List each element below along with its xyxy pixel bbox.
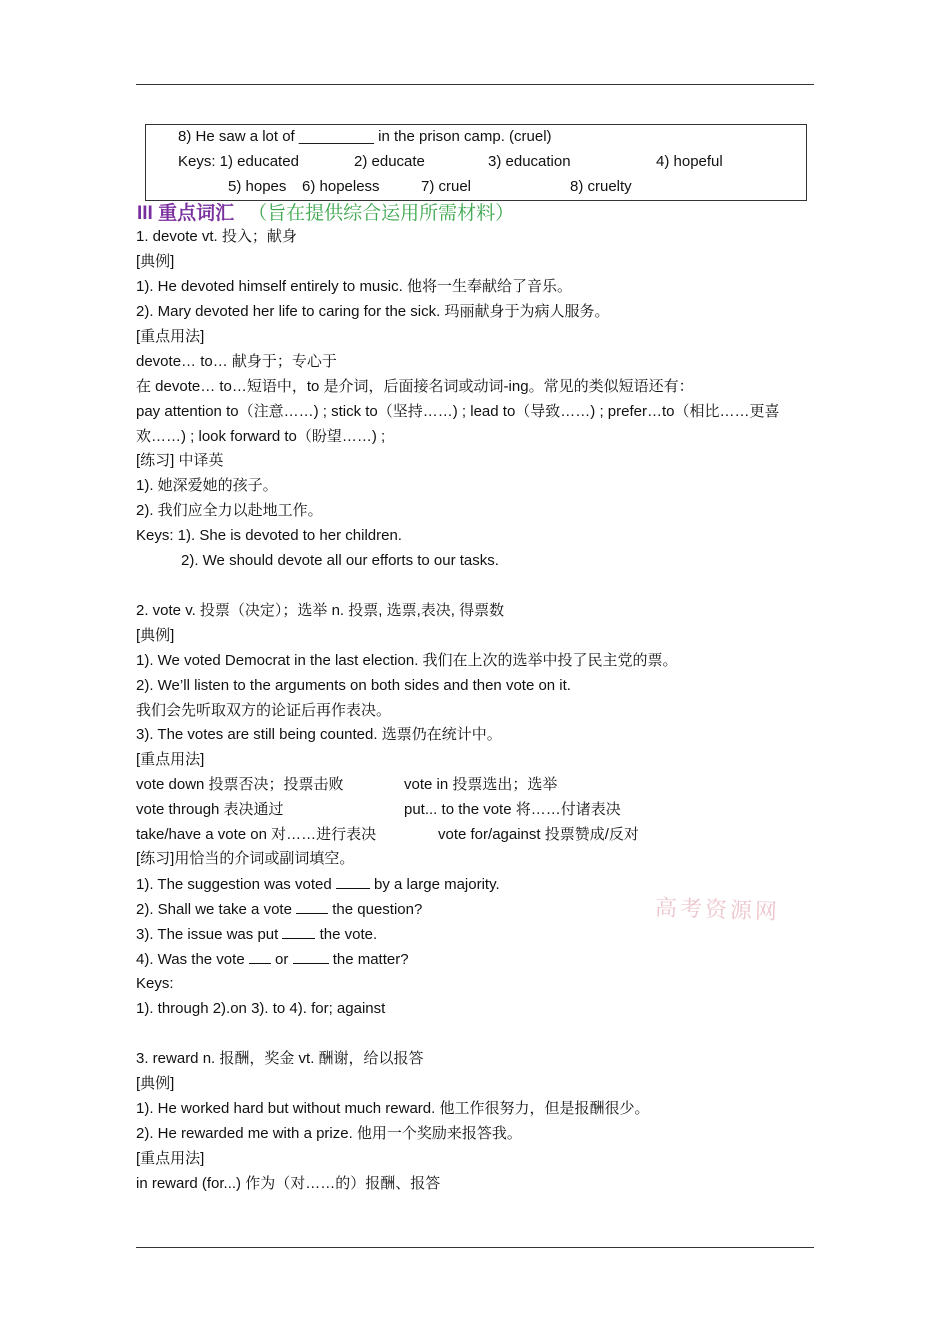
key-8: 8) cruelty — [570, 178, 632, 195]
answer-blank — [293, 950, 329, 964]
vote-question-2-text: 2). Shall we take a vote — [136, 901, 292, 918]
section-title: III 重点词汇 — [137, 203, 235, 224]
section-subtitle: （旨在提供综合运用所需材料） — [248, 203, 515, 224]
vote-question-1 — [136, 875, 500, 894]
vote-example-1: 1). We voted Democrat in the last election. 我们在上次的选举中投了民主党的票。 — [136, 652, 678, 669]
key-4: 4) hopeful — [656, 153, 723, 170]
watermark: 高考资源网 — [654, 895, 781, 926]
reward-usage-label: [重点用法] — [136, 1150, 205, 1167]
section-heading — [137, 202, 514, 226]
devote-examples-label: [典例] — [136, 253, 175, 270]
vote-usage-1b: vote in 投票选出；选举 — [404, 776, 558, 793]
vote-question-1-text: 1). The suggestion was voted — [136, 876, 332, 893]
vote-practice-label: [练习]用恰当的介词或副词填空。 — [136, 850, 355, 867]
vote-usage-label: [重点用法] — [136, 751, 205, 768]
devote-usage-2: 在 devote… to…短语中，to 是介词，后面接名词或动词-ing。常见的类似短语还有： — [136, 378, 694, 395]
header-rule — [136, 84, 814, 85]
devote-practice-1: 1). 她深爱她的孩子。 — [136, 477, 278, 494]
vote-keys-label: Keys: — [136, 975, 174, 992]
vote-question-3-text: 3). The issue was put — [136, 926, 279, 943]
vote-question-2 — [136, 900, 422, 919]
reward-example-1: 1). He worked hard but without much reward. 他工作很努力，但是报酬很少。 — [136, 1100, 650, 1117]
vote-question-4-end: the matter? — [332, 951, 409, 968]
devote-example-2: 2). Mary devoted her life to caring for the sick. 玛丽献身于为病人服务。 — [136, 303, 610, 320]
key-5: 5) hopes — [228, 178, 287, 195]
vote-example-2-cn: 我们会先听取双方的论证后再作表决。 — [136, 702, 392, 719]
vote-examples-label: [典例] — [136, 627, 175, 644]
vote-question-4-or: or — [275, 951, 289, 968]
vote-question-2-end: the question? — [332, 901, 423, 918]
devote-example-1: 1). He devoted himself entirely to music. 他将一生奉献给了音乐。 — [136, 278, 572, 295]
devote-keys-2: 2). We should devote all our efforts to our tasks. — [181, 552, 499, 569]
answer-blank — [282, 925, 315, 939]
answer-blank — [296, 900, 328, 914]
devote-keys-1: Keys: 1). She is devoted to her children. — [136, 527, 402, 544]
devote-usage-4: 欢……) ; look forward to（盼望……) ; — [136, 428, 386, 445]
vote-usage-3a: take/have a vote on 对……进行表决 — [136, 826, 377, 843]
vote-usage-3b: vote for/against 投票赞成/反对 — [438, 826, 639, 843]
footer-rule — [136, 1247, 814, 1248]
devote-usage-3: pay attention to（注意……) ; stick to（坚持……) ; lead to（导致……) ; prefer…to（相比……更喜 — [136, 403, 780, 420]
vote-usage-1a: vote down 投票否决；投票击败 — [136, 776, 344, 793]
vote-example-2: 2). We’ll listen to the arguments on both sides and then vote on it. — [136, 677, 571, 694]
devote-usage-label: [重点用法] — [136, 328, 205, 345]
vote-question-4 — [136, 950, 409, 969]
devote-usage-1: devote… to… 献身于；专心于 — [136, 353, 337, 370]
key-3: 3) education — [488, 153, 571, 170]
vote-question-4-text: 4). Was the vote — [136, 951, 245, 968]
vote-question-3 — [136, 925, 377, 944]
vote-keys: 1). through 2).on 3). to 4). for; against — [136, 1000, 386, 1017]
devote-practice-label: [练习] 中译英 — [136, 452, 224, 469]
vote-usage-2b: put... to the vote 将……付诸表决 — [404, 801, 621, 818]
reward-head: 3. reward n. 报酬，奖金 vt. 酬谢，给以报答 — [136, 1050, 424, 1067]
vote-usage-2a: vote through 表决通过 — [136, 801, 284, 818]
vote-question-3-end: the vote. — [319, 926, 378, 943]
key-7: 7) cruel — [421, 178, 472, 195]
reward-usage-1: in reward (for...) 作为（对……的）报酬、报答 — [136, 1175, 441, 1192]
key-2: 2) educate — [354, 153, 425, 170]
devote-practice-2: 2). 我们应全力以赴地工作。 — [136, 502, 323, 519]
reward-example-2: 2). He rewarded me with a prize. 他用一个奖励来报答我。 — [136, 1125, 522, 1142]
vote-example-3: 3). The votes are still being counted. 选票仍在统计中。 — [136, 726, 502, 743]
vote-question-1-end: by a large majority. — [374, 876, 500, 893]
answer-blank — [336, 875, 370, 889]
exercise-q8: 8) He saw a lot of _________ in the prison camp. (cruel) — [178, 128, 552, 145]
key-6: 6) hopeless — [302, 178, 380, 195]
devote-head: 1. devote vt. 投入；献身 — [136, 228, 297, 245]
reward-examples-label: [典例] — [136, 1075, 175, 1092]
answer-blank — [249, 950, 271, 964]
key-1: Keys: 1) educated — [178, 153, 299, 170]
vote-head: 2. vote v. 投票（决定）；选举 n. 投票, 选票,表决, 得票数 — [136, 602, 505, 619]
